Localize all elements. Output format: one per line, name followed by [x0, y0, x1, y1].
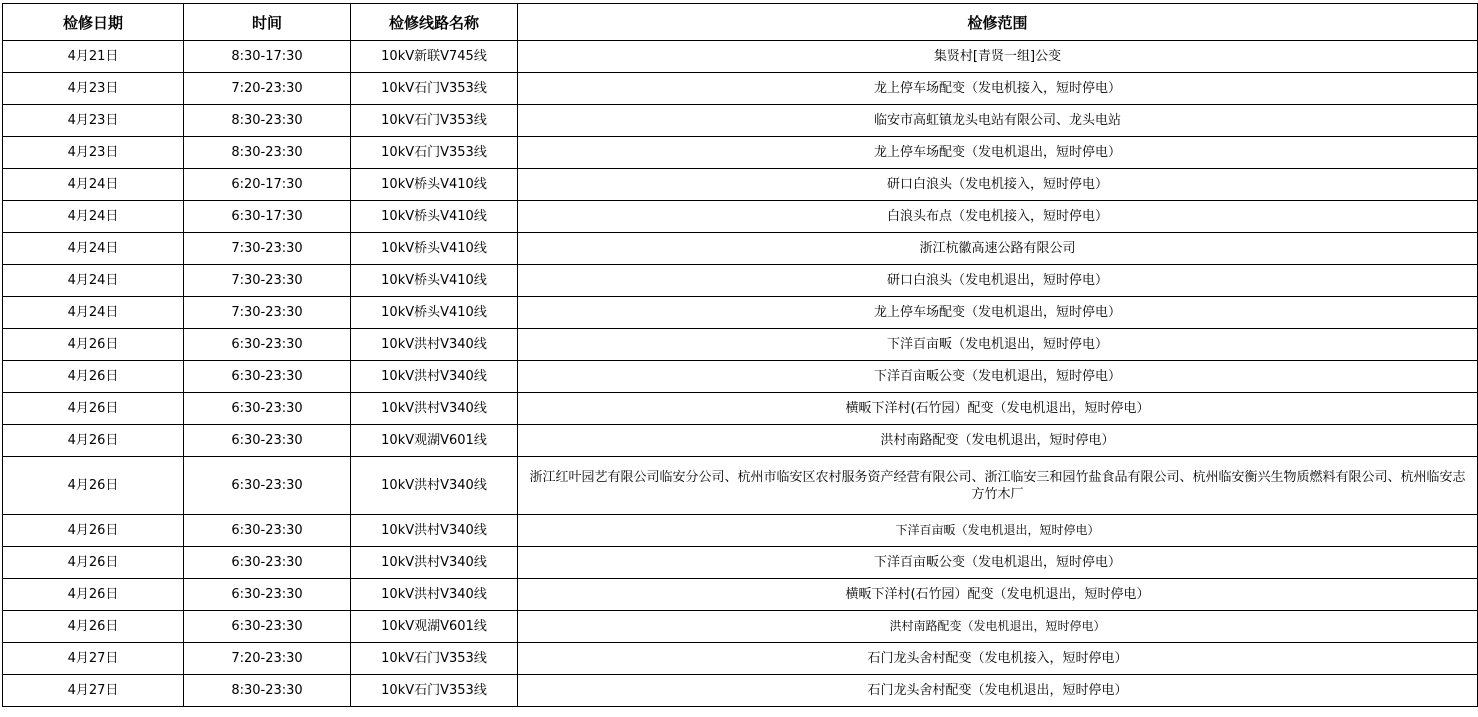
- table-row: [3, 361, 1478, 393]
- cell-time: 8:30-23:30: [184, 105, 351, 137]
- cell-line-name: 10kV洪村V340线: [351, 579, 518, 611]
- cell-scope: 洪村南路配变（发电机退出，短时停电）: [518, 611, 1478, 643]
- table-row: [3, 393, 1478, 425]
- cell-line-name: 10kV观湖V601线: [351, 611, 518, 643]
- cell-time: 6:30-23:30: [184, 329, 351, 361]
- cell-time: 6:30-23:30: [184, 579, 351, 611]
- cell-time: 6:30-17:30: [184, 201, 351, 233]
- table-row: [3, 547, 1478, 579]
- cell-date: 4月26日: [3, 547, 184, 579]
- cell-time: 7:20-23:30: [184, 643, 351, 675]
- cell-line-name: 10kV洪村V340线: [351, 515, 518, 547]
- cell-scope: 研口白浪头（发电机退出，短时停电）: [518, 265, 1478, 297]
- cell-date: 4月26日: [3, 425, 184, 457]
- table-row: [3, 457, 1478, 515]
- table-row: [3, 105, 1478, 137]
- table-row: [3, 329, 1478, 361]
- cell-line-name: 10kV石门V353线: [351, 105, 518, 137]
- cell-date: 4月26日: [3, 393, 184, 425]
- maintenance-schedule-table: [2, 3, 1478, 707]
- cell-scope: 集贤村[青贤一组]公变: [518, 41, 1478, 73]
- table-body: [3, 41, 1478, 707]
- cell-date: 4月26日: [3, 611, 184, 643]
- cell-date: 4月26日: [3, 361, 184, 393]
- cell-date: 4月23日: [3, 137, 184, 169]
- cell-line-name: 10kV洪村V340线: [351, 547, 518, 579]
- cell-date: 4月27日: [3, 675, 184, 707]
- cell-line-name: 10kV洪村V340线: [351, 329, 518, 361]
- table-row: [3, 233, 1478, 265]
- header-time: 时间: [184, 4, 351, 41]
- cell-line-name: 10kV洪村V340线: [351, 361, 518, 393]
- cell-line-name: 10kV桥头V410线: [351, 169, 518, 201]
- cell-time: 6:30-23:30: [184, 457, 351, 515]
- cell-date: 4月24日: [3, 265, 184, 297]
- table-row: [3, 73, 1478, 105]
- cell-line-name: 10kV观湖V601线: [351, 425, 518, 457]
- cell-time: 8:30-17:30: [184, 41, 351, 73]
- cell-scope: 洪村南路配变（发电机退出，短时停电）: [518, 425, 1478, 457]
- table-row: [3, 265, 1478, 297]
- cell-line-name: 10kV新联V745线: [351, 41, 518, 73]
- cell-scope: 白浪头布点（发电机接入，短时停电）: [518, 201, 1478, 233]
- cell-scope: 临安市高虹镇龙头电站有限公司、龙头电站: [518, 105, 1478, 137]
- cell-scope: 龙上停车场配变（发电机退出，短时停电）: [518, 137, 1478, 169]
- cell-date: 4月21日: [3, 41, 184, 73]
- cell-date: 4月24日: [3, 297, 184, 329]
- table-row: [3, 201, 1478, 233]
- cell-time: 6:30-23:30: [184, 393, 351, 425]
- cell-time: 6:30-23:30: [184, 611, 351, 643]
- cell-date: 4月24日: [3, 233, 184, 265]
- cell-line-name: 10kV桥头V410线: [351, 297, 518, 329]
- cell-line-name: 10kV石门V353线: [351, 73, 518, 105]
- table-row: [3, 515, 1478, 547]
- cell-date: 4月26日: [3, 579, 184, 611]
- cell-scope: 下洋百亩畈（发电机退出，短时停电）: [518, 329, 1478, 361]
- cell-scope: 下洋百亩畈公变（发电机退出，短时停电）: [518, 361, 1478, 393]
- cell-time: 8:30-23:30: [184, 137, 351, 169]
- cell-line-name: 10kV洪村V340线: [351, 393, 518, 425]
- cell-date: 4月27日: [3, 643, 184, 675]
- cell-scope: 石门龙头舍村配变（发电机接入，短时停电）: [518, 643, 1478, 675]
- cell-scope: 下洋百亩畈（发电机退出，短时停电）: [518, 515, 1478, 547]
- cell-scope: 龙上停车场配变（发电机接入，短时停电）: [518, 73, 1478, 105]
- cell-date: 4月23日: [3, 105, 184, 137]
- cell-date: 4月26日: [3, 515, 184, 547]
- header-line-name: 检修线路名称: [351, 4, 518, 41]
- cell-line-name: 10kV洪村V340线: [351, 457, 518, 515]
- cell-scope: 浙江红叶园艺有限公司临安分公司、杭州市临安区农村服务资产经营有限公司、浙江临安三和园竹盐食品有限公司、杭州临安衡兴生物质燃料有限公司、杭州临安志方竹木厂: [518, 457, 1478, 515]
- cell-time: 6:20-17:30: [184, 169, 351, 201]
- cell-line-name: 10kV石门V353线: [351, 675, 518, 707]
- cell-time: 8:30-23:30: [184, 675, 351, 707]
- header-row: [3, 4, 1478, 41]
- table-row: [3, 611, 1478, 643]
- cell-line-name: 10kV桥头V410线: [351, 201, 518, 233]
- cell-date: 4月24日: [3, 169, 184, 201]
- cell-scope: 龙上停车场配变（发电机退出，短时停电）: [518, 297, 1478, 329]
- table-row: [3, 425, 1478, 457]
- cell-line-name: 10kV桥头V410线: [351, 265, 518, 297]
- cell-time: 7:30-23:30: [184, 297, 351, 329]
- header-scope: 检修范围: [518, 4, 1478, 41]
- cell-scope: 研口白浪头（发电机接入，短时停电）: [518, 169, 1478, 201]
- table-row: [3, 137, 1478, 169]
- cell-time: 6:30-23:30: [184, 425, 351, 457]
- cell-scope: 石门龙头舍村配变（发电机退出，短时停电）: [518, 675, 1478, 707]
- cell-date: 4月24日: [3, 201, 184, 233]
- table-row: [3, 169, 1478, 201]
- cell-date: 4月26日: [3, 329, 184, 361]
- table-row: [3, 41, 1478, 73]
- table-row: [3, 297, 1478, 329]
- header-date: 检修日期: [3, 4, 184, 41]
- table-row: [3, 675, 1478, 707]
- cell-line-name: 10kV石门V353线: [351, 137, 518, 169]
- cell-scope: 浙江杭徽高速公路有限公司: [518, 233, 1478, 265]
- cell-date: 4月26日: [3, 457, 184, 515]
- cell-time: 6:30-23:30: [184, 361, 351, 393]
- cell-scope: 横畈下洋村(石竹园）配变（发电机退出，短时停电）: [518, 579, 1478, 611]
- cell-line-name: 10kV石门V353线: [351, 643, 518, 675]
- table-row: [3, 643, 1478, 675]
- cell-time: 6:30-23:30: [184, 547, 351, 579]
- cell-line-name: 10kV桥头V410线: [351, 233, 518, 265]
- cell-time: 7:30-23:30: [184, 233, 351, 265]
- table-row: [3, 579, 1478, 611]
- cell-scope: 下洋百亩畈公变（发电机退出，短时停电）: [518, 547, 1478, 579]
- cell-time: 7:30-23:30: [184, 265, 351, 297]
- cell-scope: 横畈下洋村(石竹园）配变（发电机退出，短时停电）: [518, 393, 1478, 425]
- cell-date: 4月23日: [3, 73, 184, 105]
- cell-time: 6:30-23:30: [184, 515, 351, 547]
- cell-time: 7:20-23:30: [184, 73, 351, 105]
